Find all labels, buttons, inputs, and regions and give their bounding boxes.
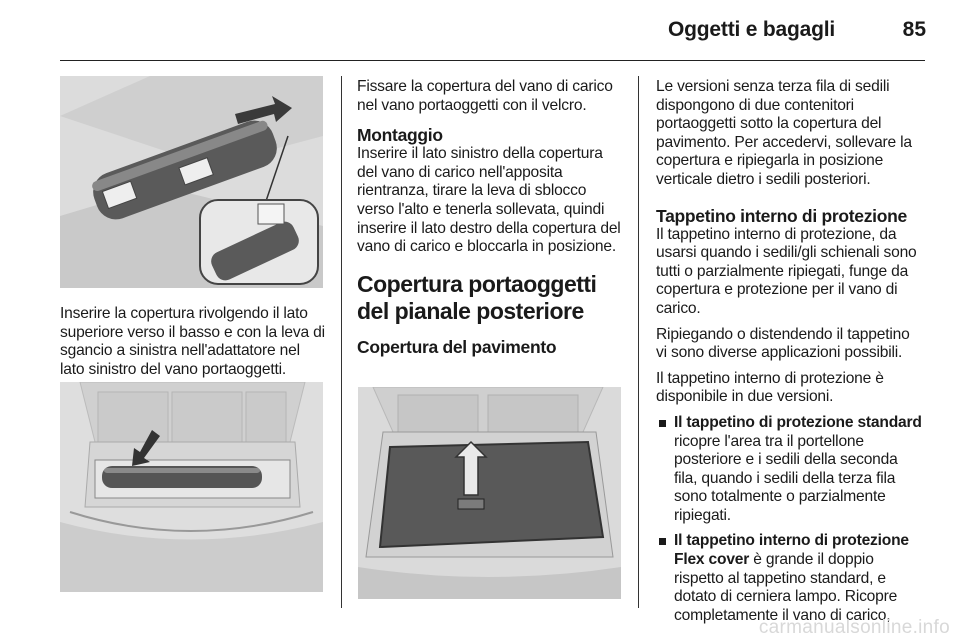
paragraph-mat-versions: Il tappetino interno di protezione è disponibile in due versioni. xyxy=(656,369,884,406)
illustration-cover-storage xyxy=(60,382,323,592)
list-item-bold: Il tappetino interno di protezione Flex cover xyxy=(674,532,909,569)
column-divider-left xyxy=(341,76,342,608)
list-item-bold: Il tappetino di protezione standard xyxy=(674,413,922,431)
watermark: carmanualsonline.info xyxy=(758,617,950,638)
column-2 xyxy=(357,78,625,365)
page-header-title: Oggetti e bagagli xyxy=(668,18,835,41)
column-divider-right xyxy=(638,76,639,608)
bullet-square-icon xyxy=(659,538,666,545)
list-item xyxy=(656,532,924,625)
caption-cover-insertion: Inserire la copertura rivolgendo il lato superiore verso il basso e con la leva di sgancio a sinistra nell'adattatore nel lato sinistro del vano portaoggetti. xyxy=(60,305,325,378)
header-rule xyxy=(60,60,925,61)
heading-montaggio: Montaggio xyxy=(357,125,443,146)
sub-heading-floor-cover: Copertura del pavimento xyxy=(357,336,557,357)
paragraph-mat-usage: Il tappetino interno di protezione, da usarsi quando i sedili/gli schienali sono tutti o parzialmente ripiegati, funge da copertura e protezione per il vano di carico. xyxy=(656,225,917,317)
paragraph-containers: Le versioni senza terza fila di sedili dispongono di due contenitori portaoggetti sotto la copertura del pavimento. Per accedervi, sollevare la copertura e ripiegarla in posizione verticale dietro i sedili posteriori. xyxy=(656,78,912,188)
paragraph-mat-folding: Ripiegando o distendendo il tappetino vi sono diverse applicazioni possibili. xyxy=(656,325,910,362)
heading-protective-mat: Tappetino interno di protezione xyxy=(656,205,907,226)
list-item-text: ricopre l'area tra il portellone posteriore e i sedili della seconda fila, quando i sedili della terza fila sono totalmente o parzialmente ripiegati. xyxy=(674,432,898,524)
list-item-text: è grande il doppio rispetto al tappetino standard, e dotato di cerniera lampo. Ricopre completamente il vano di carico, xyxy=(674,551,898,624)
page-number: 85 xyxy=(902,18,926,41)
column-3 xyxy=(656,78,924,632)
illustration-floor-cover xyxy=(358,387,621,599)
section-heading: Copertura portaoggetti del pianale posteriore xyxy=(357,270,597,324)
bullet-square-icon xyxy=(659,420,666,427)
mount-paragraph: Inserire il lato sinistro della copertura del vano di carico nell'apposita rientranza, tirare la leva di sblocco verso l'alto e tenerla sollevata, quindi inserire il lato destro della copertura del vano di carico e bloccarla in posizione. xyxy=(357,145,621,256)
list-item xyxy=(656,414,924,526)
intro-paragraph: Fissare la copertura del vano di carico nel vano portaoggetti con il velcro. xyxy=(357,78,613,114)
illustration-cover-insertion xyxy=(60,76,323,288)
mat-versions-list xyxy=(656,414,924,626)
